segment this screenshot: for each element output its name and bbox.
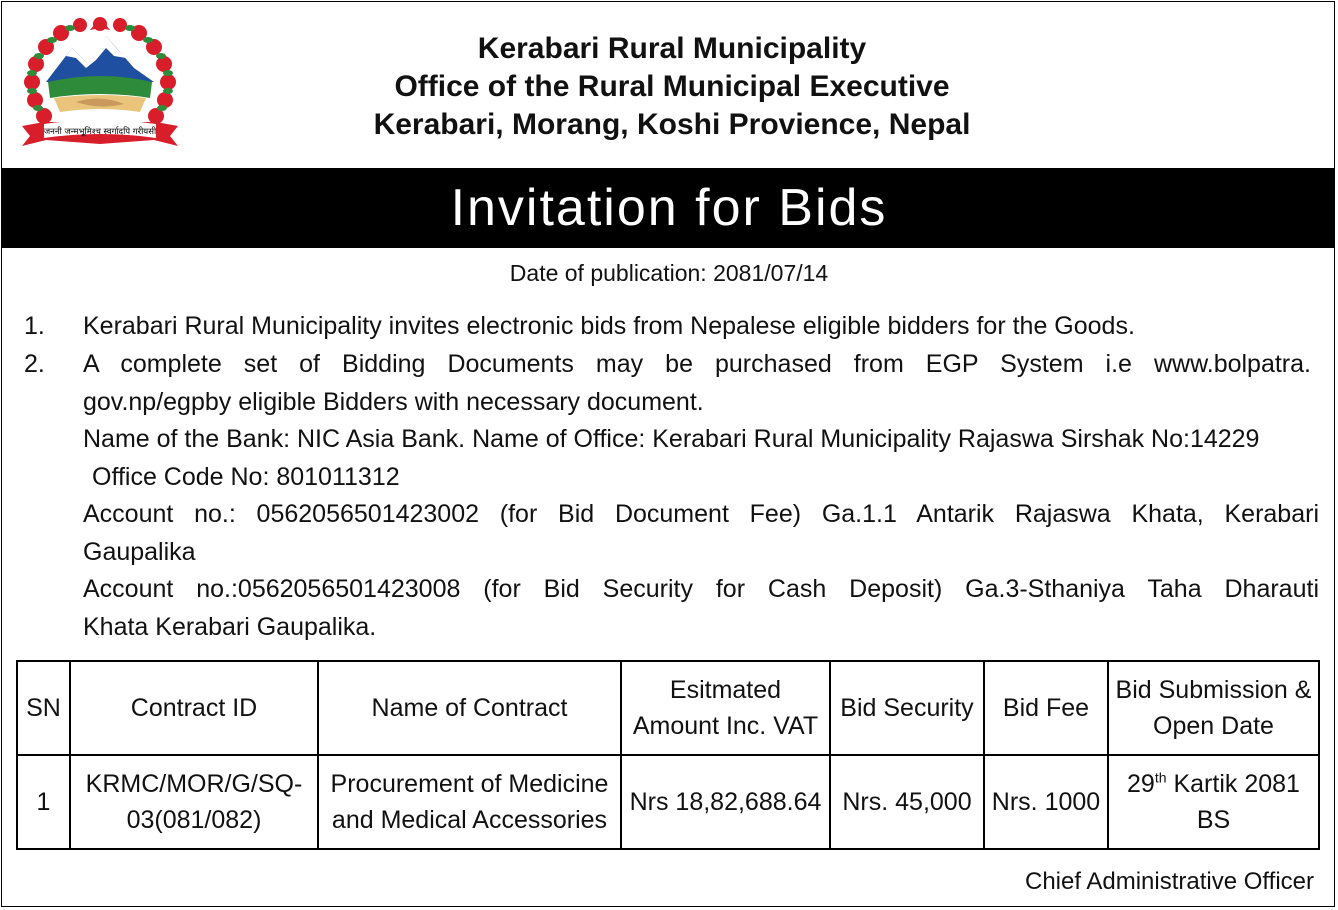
list-item-number: 2. bbox=[24, 350, 45, 378]
cell-dates-line bbox=[1111, 766, 1316, 802]
column-header-dates-line: Bid Submission & bbox=[1115, 676, 1312, 704]
cell-dates-line: BS bbox=[1196, 806, 1231, 834]
column-header-dates bbox=[1108, 661, 1319, 755]
cell-contract-id-line: 03(081/082) bbox=[126, 806, 262, 834]
cell-dates bbox=[1108, 755, 1319, 849]
account-security-line: Account no.:0562056501423008 (for Bid Security for Cash Deposit) Ga.3-Sthaniya Taha Dharauti bbox=[83, 575, 1319, 603]
list-item-text: Kerabari Rural Municipality invites electronic bids from Nepalese eligible bidders for the Goods. bbox=[83, 312, 1135, 340]
office-name: Office of the Rural Municipal Executive bbox=[394, 70, 950, 103]
cell-contract-name bbox=[318, 755, 621, 849]
list-item bbox=[2, 307, 1335, 345]
cell-amount: Nrs 18,82,688.64 bbox=[621, 755, 830, 849]
date-suffix: th bbox=[1154, 769, 1167, 786]
cell-contract-id bbox=[70, 755, 318, 849]
signatory-title: Chief Administrative Officer bbox=[1025, 868, 1314, 895]
cell-sn: 1 bbox=[17, 755, 70, 849]
bid-notice-page bbox=[1, 1, 1335, 907]
date-month-year: Kartik 2081 bbox=[1166, 770, 1300, 798]
column-header-amount bbox=[621, 661, 830, 755]
column-header-bid-security: Bid Security bbox=[830, 661, 984, 755]
date-day: 29 bbox=[1127, 770, 1155, 798]
table-header-row bbox=[17, 661, 1319, 755]
column-header-amount-line: Esitmated bbox=[669, 676, 782, 704]
cell-bid-security: Nrs. 45,000 bbox=[830, 755, 984, 849]
column-header-sn: SN bbox=[17, 661, 70, 755]
title-banner bbox=[2, 168, 1335, 248]
cell-contract-name-line: Procurement of Medicine bbox=[330, 770, 609, 798]
column-header-amount-line: Amount Inc. VAT bbox=[632, 712, 819, 740]
account-fee-line: Gaupalika bbox=[83, 537, 196, 566]
notice-body bbox=[2, 307, 1335, 646]
column-header-dates-line: Open Date bbox=[1153, 712, 1274, 740]
column-header-contract-name: Name of Contract bbox=[318, 661, 621, 755]
publication-date: Date of publication: 2081/07/14 bbox=[509, 260, 829, 286]
table-row bbox=[17, 755, 1319, 849]
cell-contract-id-line: KRMC/MOR/G/SQ- bbox=[85, 770, 303, 798]
municipality-name: Kerabari Rural Municipality bbox=[477, 32, 867, 65]
svg-text:जननी जन्मभूमिश्च स्वर्गादपि गर: जननी जन्मभूमिश्च स्वर्गादपि गरीयसी bbox=[43, 127, 157, 137]
account-security-line: Khata Kerabari Gaupalika. bbox=[83, 612, 377, 641]
account-fee-line: Account no.: 0562056501423002 (for Bid Document Fee) Ga.1.1 Antarik Rajaswa Khata, Kerabari bbox=[83, 500, 1319, 528]
nepal-emblem-icon bbox=[14, 12, 186, 160]
list-item-text: gov.np/egpby eligible Bidders with necessary document. bbox=[83, 388, 704, 416]
bank-details bbox=[2, 421, 1335, 646]
cell-contract-name-line: and Medical Accessories bbox=[331, 806, 608, 834]
list-item-number: 1. bbox=[24, 312, 45, 340]
column-header-bid-fee: Bid Fee bbox=[984, 661, 1108, 755]
office-header bbox=[202, 30, 1142, 144]
list-item bbox=[2, 345, 1335, 421]
office-address: Kerabari, Morang, Koshi Provience, Nepal bbox=[373, 108, 971, 141]
cell-bid-fee: Nrs. 1000 bbox=[984, 755, 1108, 849]
column-header-contract-id: Contract ID bbox=[70, 661, 318, 755]
list-item-text: A complete set of Bidding Documents may be purchased from EGP System i.e www.bolpatra. bbox=[83, 350, 1311, 378]
office-code-line: Office Code No: 801011312 bbox=[92, 462, 400, 491]
bank-line: Name of the Bank: NIC Asia Bank. Name of Office: Kerabari Rural Municipality Rajaswa Sirshak No:14229 bbox=[83, 425, 1260, 453]
bids-table bbox=[16, 660, 1320, 850]
notice-title: Invitation for Bids bbox=[450, 179, 888, 237]
